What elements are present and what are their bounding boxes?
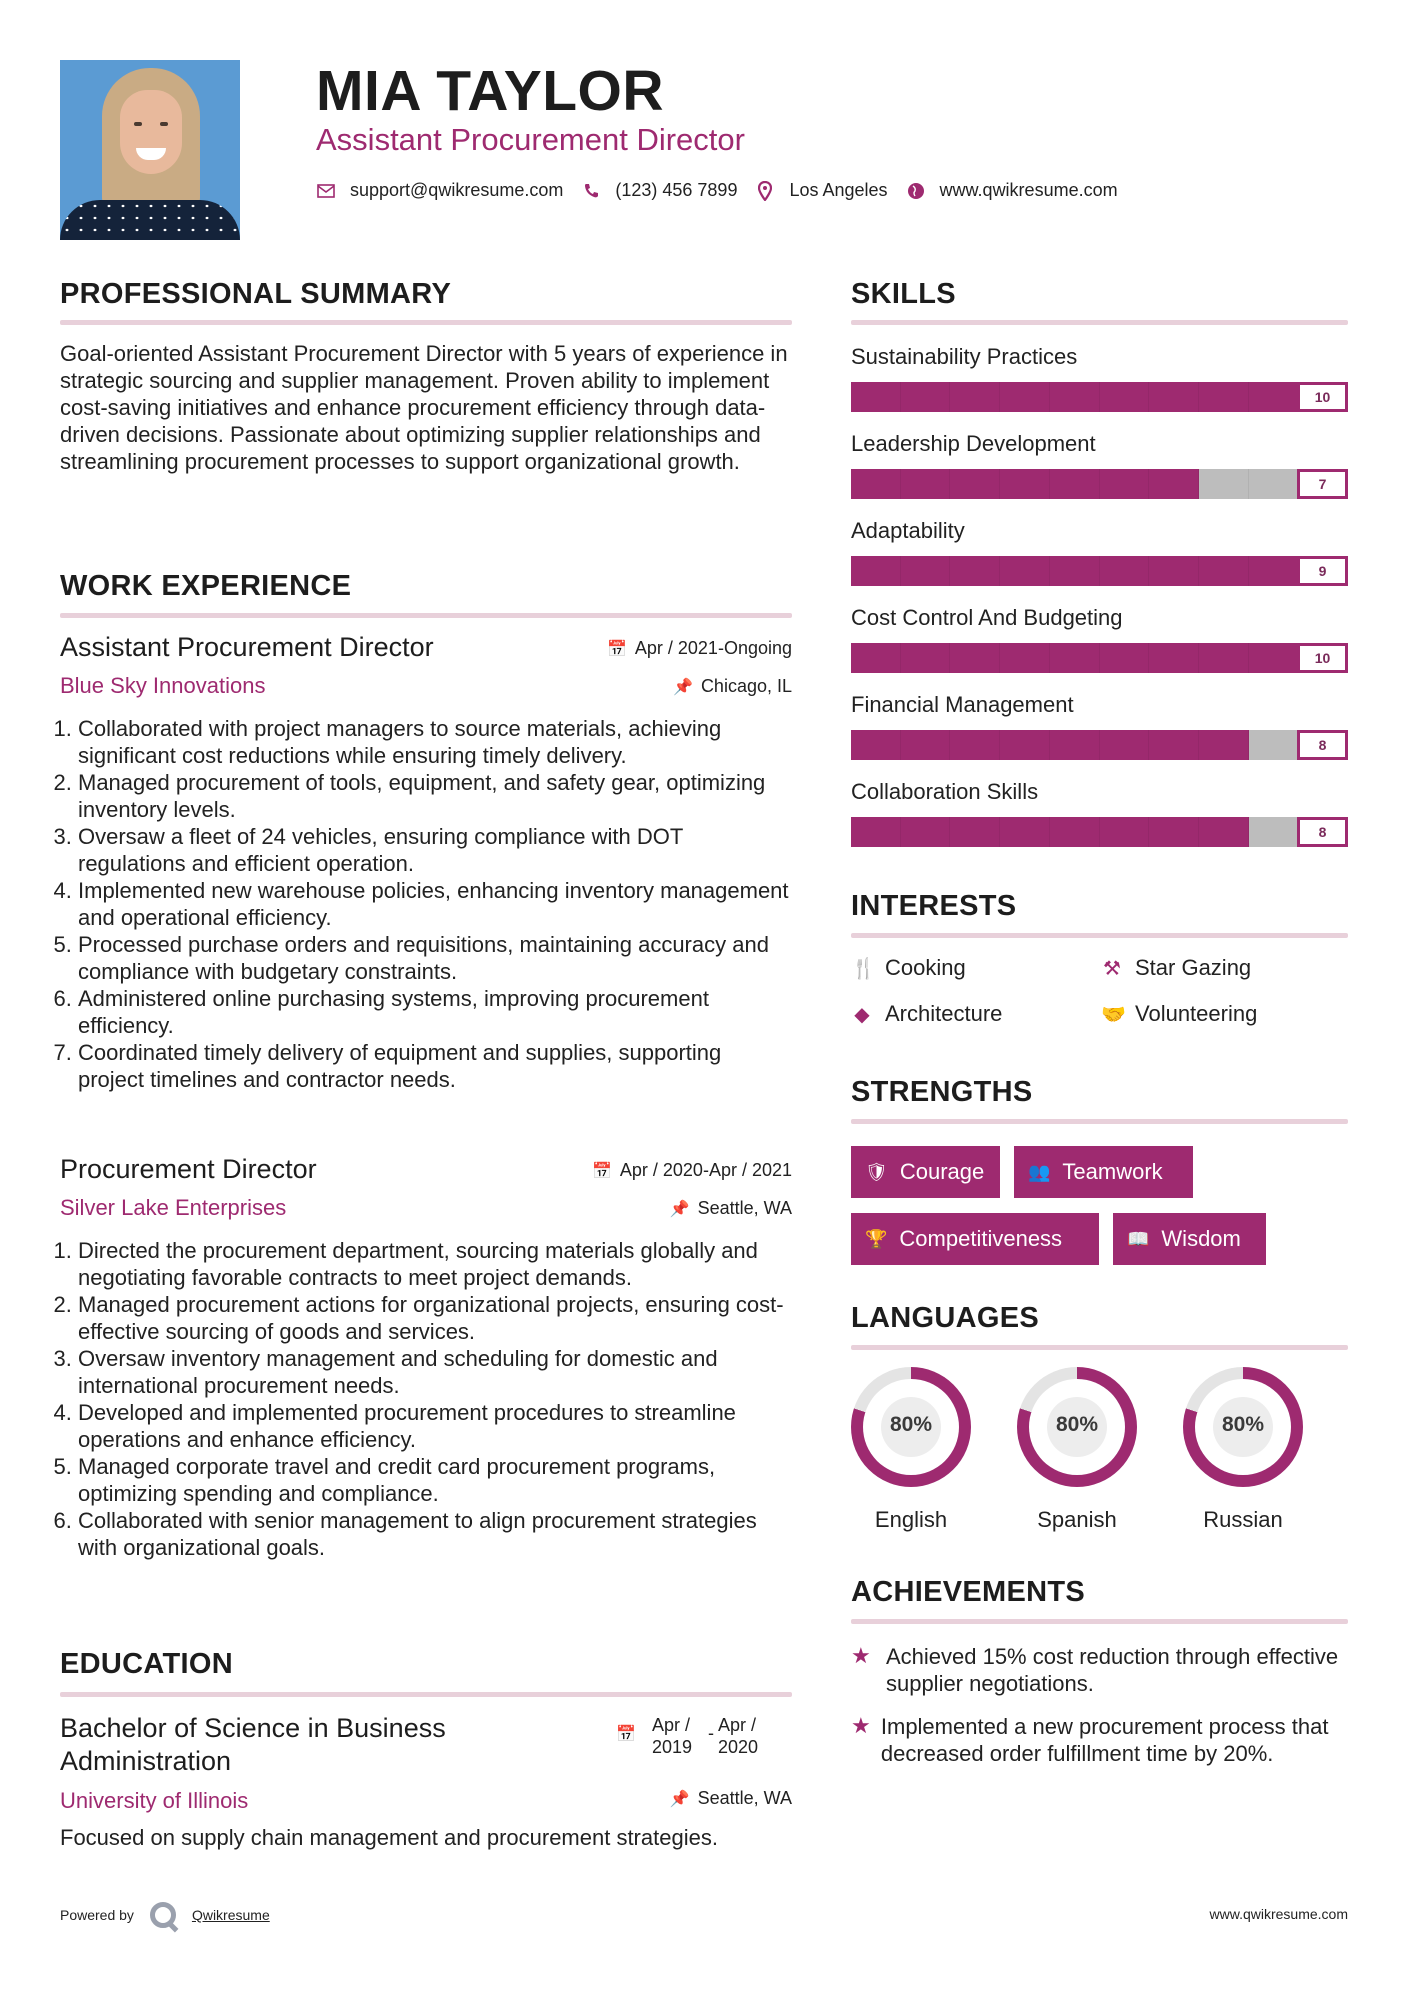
pushpin-icon: 📌: [669, 1200, 690, 1218]
achievement-item: ★ Implemented a new procurement process that decreased order fulfillment time by 20%.: [851, 1713, 1329, 1766]
achievements-heading: ACHIEVEMENTS: [851, 1576, 1086, 1608]
language-name: Russian: [1203, 1507, 1283, 1532]
strength-tag: 🏆 Competitiveness: [851, 1213, 1099, 1265]
language-progress-ring: [1017, 1367, 1137, 1487]
job-bullet: 3. Oversaw inventory management and scheduling for domestic and international procurement needs.: [78, 1345, 792, 1399]
skills-divider: [851, 320, 1348, 325]
job-bullet: 5. Managed corporate travel and credit card procurement programs, optimizing spending and compliance.: [78, 1453, 792, 1507]
language-name: Spanish: [1037, 1507, 1117, 1532]
education-location: 📌 Seattle, WA: [669, 1788, 792, 1808]
language-item: [1183, 1367, 1303, 1533]
strength-tag: 👥 Teamwork: [1014, 1146, 1193, 1198]
job-bullet: 6. Collaborated with senior management to align procurement strategies with organizational goals.: [78, 1507, 792, 1561]
experience-heading: WORK EXPERIENCE: [60, 570, 352, 602]
interests-heading: INTERESTS: [851, 890, 1017, 922]
job-bullet: 6. Administered online purchasing systems, improving procurement efficiency.: [78, 985, 792, 1039]
skill-name: Adaptability: [851, 518, 965, 543]
language-percent: 80%: [889, 1413, 933, 1436]
interest-item: 🤝 Volunteering: [1101, 1001, 1258, 1026]
education-divider: [60, 1692, 792, 1697]
skill-item: [851, 692, 1348, 760]
shooting-star-icon: ★: [851, 1713, 871, 1738]
skill-bar: [851, 382, 1348, 412]
ticket-icon: ◆: [854, 1003, 870, 1026]
strength-tag: 📖 Wisdom: [1113, 1213, 1266, 1265]
education-dates: 📅 Apr / 2019 - Apr / 2020: [616, 1715, 759, 1757]
language-item: [1017, 1367, 1137, 1533]
job-entry: [60, 632, 792, 1093]
school-name: University of Illinois: [60, 1788, 249, 1813]
trophy-icon: 🏆: [865, 1228, 888, 1249]
job-company: Silver Lake Enterprises: [60, 1195, 287, 1220]
handshake-icon: 🤝: [1101, 1003, 1126, 1026]
job-title: Procurement Director: [60, 1154, 317, 1184]
strength-tag: 🛡 Courage: [851, 1146, 1000, 1198]
language-name: English: [874, 1507, 948, 1532]
job-bullet: 1. Directed the procurement department, sourcing materials globally and negotiating favorable contracts to meet project demands.: [78, 1237, 792, 1291]
contact-email[interactable]: support@qwikresume.com: [316, 180, 563, 201]
skill-score: 9: [1297, 556, 1348, 586]
map-pin-icon: [755, 181, 775, 201]
powered-by: Powered by Qwikresume: [60, 1902, 270, 1928]
skill-name: Sustainability Practices: [851, 344, 1078, 369]
job-entry: [60, 1154, 792, 1561]
skill-bar: [851, 556, 1348, 586]
skill-item: [851, 431, 1348, 499]
skill-bar: [851, 643, 1348, 673]
contact-row: [316, 180, 1136, 201]
skill-score: 7: [1297, 469, 1348, 499]
skill-item: [851, 518, 1348, 586]
skill-name: Collaboration Skills: [851, 779, 1039, 804]
languages-divider: [851, 1345, 1348, 1350]
phone-icon: [581, 181, 601, 201]
envelope-icon: [316, 181, 336, 201]
skill-score: 10: [1297, 643, 1348, 673]
interest-item: 🍴 Cooking: [851, 955, 966, 980]
language-percent: 80%: [1055, 1413, 1099, 1436]
profile-photo: [60, 60, 240, 240]
calendar-icon: 📅: [616, 1726, 636, 1743]
language-progress-ring: [851, 1367, 971, 1487]
contact-location: Los Angeles: [755, 180, 887, 201]
achievement-item: ★ Achieved 15% cost reduction through effective supplier negotiations.: [851, 1643, 1339, 1696]
job-bullets: [60, 1237, 792, 1561]
book-icon: 📖: [1127, 1228, 1150, 1249]
achievements-divider: [851, 1619, 1348, 1624]
language-percent: 80%: [1221, 1413, 1265, 1436]
job-title: Assistant Procurement Director: [60, 632, 434, 662]
job-date: 📅 Apr / 2020-Apr / 2021: [591, 1160, 792, 1180]
pushpin-icon: 📌: [669, 1790, 690, 1808]
job-bullet: 4. Implemented new warehouse policies, enhancing inventory management and operational efficiency.: [78, 877, 792, 931]
job-bullet: 4. Developed and implemented procurement procedures to streamline operations and enhance efficiency.: [78, 1399, 792, 1453]
skill-name: Cost Control And Budgeting: [851, 605, 1123, 630]
contact-phone[interactable]: (123) 456 7899: [581, 180, 737, 201]
job-bullet: 2. Managed procurement of tools, equipment, and safety gear, optimizing inventory levels.: [78, 769, 792, 823]
skill-item: [851, 779, 1348, 847]
job-location: 📌 Chicago, IL: [673, 676, 792, 696]
skills-heading: SKILLS: [851, 278, 956, 310]
language-progress-ring: [1183, 1367, 1303, 1487]
job-bullet: 7. Coordinated timely delivery of equipment and supplies, supporting project timelines and contractor needs.: [78, 1039, 792, 1093]
skill-name: Leadership Development: [851, 431, 1096, 456]
job-company: Blue Sky Innovations: [60, 673, 266, 698]
users-icon: 👥: [1028, 1161, 1051, 1182]
interest-item: ◆ Architecture: [851, 1001, 1002, 1027]
language-item: [851, 1367, 971, 1533]
education-heading: EDUCATION: [60, 1648, 233, 1680]
skill-score: 8: [1297, 730, 1348, 760]
interest-item: ⚒ Star Gazing: [1101, 955, 1251, 981]
skill-bar: [851, 730, 1348, 760]
job-bullet: 2. Managed procurement actions for organizational projects, ensuring cost-effective sourcing of goods and services.: [78, 1291, 792, 1345]
skill-item: [851, 605, 1348, 673]
summary-heading: PROFESSIONAL SUMMARY: [60, 278, 452, 310]
qwikresume-link[interactable]: Qwikresume: [191, 1907, 270, 1923]
job-location: 📌 Seattle, WA: [669, 1198, 792, 1218]
skill-bar: [851, 469, 1348, 499]
education-description: Focused on supply chain management and procurement strategies.: [60, 1825, 718, 1850]
utensils-icon: 🍴: [851, 957, 876, 980]
degree-title: Bachelor of Science in Business Administration: [60, 1713, 446, 1776]
globe-icon: [906, 181, 926, 201]
summary-divider: [60, 320, 792, 325]
experience-divider: [60, 613, 792, 618]
job-bullet: 1. Collaborated with project managers to source materials, achieving significant cost reductions while ensuring timely delivery.: [78, 715, 792, 769]
calendar-icon: 📅: [591, 1162, 612, 1180]
candidate-name: MIA TAYLOR: [316, 59, 665, 123]
skill-name: Financial Management: [851, 692, 1074, 717]
skill-bar: [851, 817, 1348, 847]
languages-heading: LANGUAGES: [851, 1302, 1039, 1334]
education-entry: [60, 1712, 792, 1851]
strengths-heading: STRENGTHS: [851, 1076, 1033, 1108]
interests-divider: [851, 933, 1348, 938]
contact-website[interactable]: www.qwikresume.com: [906, 180, 1118, 201]
gavel-icon: ⚒: [1103, 957, 1121, 980]
strengths-divider: [851, 1119, 1348, 1124]
skill-item: [851, 344, 1348, 412]
job-date: 📅 Apr / 2021-Ongoing: [606, 638, 792, 658]
skill-score: 8: [1297, 817, 1348, 847]
summary-text: Goal-oriented Assistant Procurement Director with 5 years of experience in strategic sourcing and supplier management. Proven ability to implement cost-saving initiatives and enhance procurement efficiency through data-driven decisions. Passionate about optimizing supplier relationships and streamlining procurement processes to support organizational growth.: [60, 341, 788, 474]
job-bullet: 5. Processed purchase orders and requisitions, maintaining accuracy and compliance with budgetary constraints.: [78, 931, 792, 985]
pushpin-icon: 📌: [673, 678, 693, 696]
job-bullet: 3. Oversaw a fleet of 24 vehicles, ensuring compliance with DOT regulations and efficient operation.: [78, 823, 792, 877]
skill-score: 10: [1297, 382, 1348, 412]
qwikresume-logo-icon: [150, 1902, 176, 1928]
candidate-title: Assistant Procurement Director: [316, 122, 745, 157]
calendar-icon: 📅: [606, 640, 627, 658]
shield-icon: 🛡: [865, 1161, 888, 1182]
job-bullets: [60, 715, 792, 1093]
footer-website[interactable]: www.qwikresume.com: [1209, 1906, 1348, 1922]
shooting-star-icon: ★: [851, 1643, 871, 1668]
